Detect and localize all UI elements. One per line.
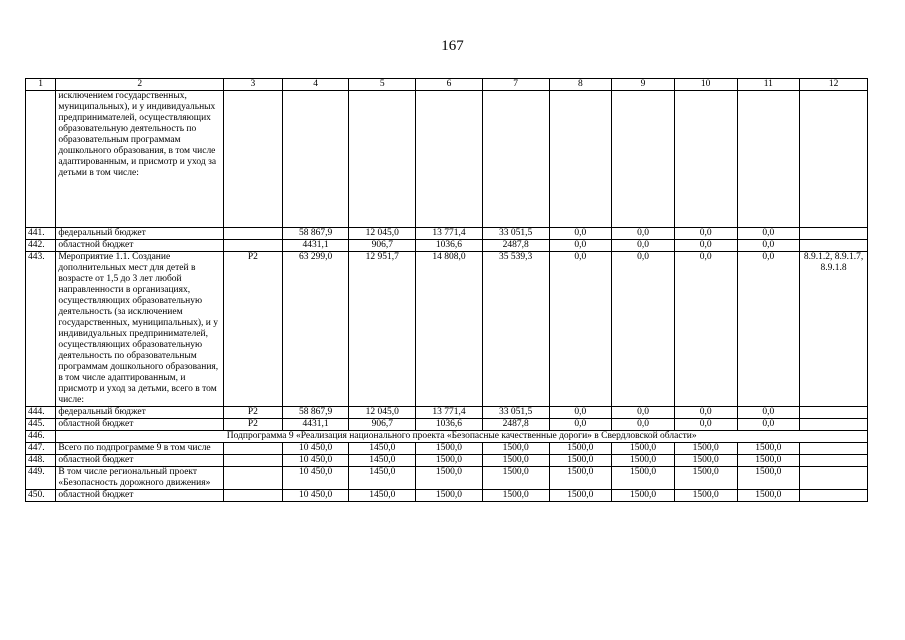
value-cell: 0,0	[674, 252, 737, 407]
row-number: 445.	[26, 419, 56, 431]
value-cell: 0,0	[674, 240, 737, 252]
value-cell: 1500,0	[737, 490, 800, 502]
value-cell: 0,0	[612, 228, 675, 240]
value-cell: 14 808,0	[416, 252, 483, 407]
value-cell: 10 450,0	[282, 490, 349, 502]
column-header: 8	[549, 79, 612, 91]
value-cell: 0,0	[549, 252, 612, 407]
value-cell: 10 450,0	[282, 467, 349, 490]
target-ref-cell	[800, 228, 868, 240]
row-code	[224, 455, 283, 467]
table-row	[26, 407, 868, 419]
continuation-row	[26, 91, 868, 228]
value-cell: 63 299,0	[282, 252, 349, 407]
value-cell: 0,0	[612, 252, 675, 407]
row-number: 447.	[26, 443, 56, 455]
row-number: 448.	[26, 455, 56, 467]
row-number: 442.	[26, 240, 56, 252]
value-cell: 0,0	[612, 240, 675, 252]
value-cell: 0,0	[737, 407, 800, 419]
value-cell: 0,0	[612, 419, 675, 431]
row-name: областной бюджет	[56, 455, 224, 467]
value-cell: 1500,0	[549, 443, 612, 455]
rows-group-b	[26, 443, 868, 502]
value-cell: 0,0	[612, 407, 675, 419]
table-row	[26, 467, 868, 490]
value-cell: 0,0	[549, 228, 612, 240]
row-code: P2	[224, 252, 283, 407]
target-ref-cell	[800, 419, 868, 431]
value-cell: 1500,0	[482, 443, 549, 455]
value-cell: 12 951,7	[349, 252, 416, 407]
row-name: В том числе региональный проект «Безопасность дорожного движения»	[56, 467, 224, 490]
value-cell: 12 045,0	[349, 228, 416, 240]
row-number: 449.	[26, 467, 56, 490]
value-cell: 1500,0	[416, 467, 483, 490]
value-cell: 1500,0	[482, 455, 549, 467]
row-name: Мероприятие 1.1. Создание дополнительных мест для детей в возрасте от 1,5 до 3 лет любой направленности в организациях, осуществляющих образовательную деятельность (за исключением государственных, муниципальных), и у индивидуальных предпринимателей, осуществляющих образовательную деятельность по образовательным программам дошкольного образования, в том числе адаптированным, и присмотр и уход за детьми, всего в том числе:	[56, 252, 224, 407]
value-cell: 1500,0	[549, 490, 612, 502]
value-cell: 2487,8	[482, 240, 549, 252]
rows-group-a	[26, 228, 868, 431]
value-cell: 0,0	[737, 240, 800, 252]
row-number: 443.	[26, 252, 56, 407]
column-header: 4	[282, 79, 349, 91]
row-code	[224, 490, 283, 502]
value-cell: 1500,0	[416, 455, 483, 467]
value-cell: 12 045,0	[349, 407, 416, 419]
value-cell: 906,7	[349, 419, 416, 431]
column-header: 6	[416, 79, 483, 91]
value-cell: 1450,0	[349, 443, 416, 455]
value-cell: 1500,0	[416, 443, 483, 455]
row-name: федеральный бюджет	[56, 407, 224, 419]
value-cell: 1450,0	[349, 455, 416, 467]
target-ref-cell	[800, 443, 868, 455]
value-cell: 1500,0	[416, 490, 483, 502]
value-cell: 1500,0	[482, 467, 549, 490]
value-cell: 13 771,4	[416, 407, 483, 419]
value-cell: 1450,0	[349, 490, 416, 502]
target-ref-cell	[800, 240, 868, 252]
value-cell: 1500,0	[549, 455, 612, 467]
value-cell: 1500,0	[482, 490, 549, 502]
value-cell: 1036,6	[416, 419, 483, 431]
value-cell: 4431,1	[282, 419, 349, 431]
table-row	[26, 252, 868, 407]
value-cell: 0,0	[674, 419, 737, 431]
row-number: 441.	[26, 228, 56, 240]
section-title: Подпрограмма 9 «Реализация национального проекта «Безопасные качественные дороги» в Свердловской области»	[56, 431, 868, 443]
target-ref-cell	[800, 407, 868, 419]
row-code	[224, 240, 283, 252]
table-row	[26, 455, 868, 467]
value-cell: 1500,0	[612, 490, 675, 502]
value-cell: 2487,8	[482, 419, 549, 431]
column-header: 10	[674, 79, 737, 91]
target-ref-cell	[800, 467, 868, 490]
value-cell: 0,0	[549, 407, 612, 419]
value-cell: 1450,0	[349, 467, 416, 490]
value-cell: 1500,0	[674, 443, 737, 455]
section-row	[26, 431, 868, 443]
value-cell: 1500,0	[549, 467, 612, 490]
column-header: 12	[800, 79, 868, 91]
value-cell: 0,0	[674, 228, 737, 240]
value-cell: 58 867,9	[282, 228, 349, 240]
row-number: 446.	[26, 431, 56, 443]
column-header: 7	[482, 79, 549, 91]
value-cell: 1500,0	[737, 455, 800, 467]
column-header: 11	[737, 79, 800, 91]
value-cell: 4431,1	[282, 240, 349, 252]
target-ref-cell	[800, 490, 868, 502]
row-code: P2	[224, 407, 283, 419]
column-header: 9	[612, 79, 675, 91]
column-number-row	[26, 79, 868, 91]
row-code	[224, 467, 283, 490]
budget-table	[25, 78, 868, 502]
row-name: областной бюджет	[56, 419, 224, 431]
page-number: 167	[441, 38, 464, 54]
value-cell: 35 539,3	[482, 252, 549, 407]
value-cell: 10 450,0	[282, 455, 349, 467]
value-cell: 13 771,4	[416, 228, 483, 240]
target-ref-cell: 8.9.1.2, 8.9.1.7, 8.9.1.8	[800, 252, 868, 407]
value-cell: 0,0	[737, 419, 800, 431]
value-cell: 1500,0	[737, 467, 800, 490]
row-code	[224, 443, 283, 455]
row-number: 450.	[26, 490, 56, 502]
value-cell: 1500,0	[674, 490, 737, 502]
row-code: P2	[224, 419, 283, 431]
value-cell: 33 051,5	[482, 228, 549, 240]
value-cell: 1036,6	[416, 240, 483, 252]
column-header: 3	[224, 79, 283, 91]
target-ref-cell	[800, 455, 868, 467]
value-cell: 1500,0	[674, 467, 737, 490]
table-row	[26, 490, 868, 502]
value-cell: 0,0	[674, 407, 737, 419]
value-cell: 58 867,9	[282, 407, 349, 419]
continuation-text: исключением государственных, муниципальных), и у индивидуальных предпринимателей, осуществляющих образовательную деятельность по образовательным программам дошкольного образования, в том числе адаптированным, и присмотр и уход за детьми в том числе:	[56, 91, 224, 228]
value-cell: 0,0	[737, 228, 800, 240]
column-header: 2	[56, 79, 224, 91]
row-name: федеральный бюджет	[56, 228, 224, 240]
row-name: областной бюджет	[56, 240, 224, 252]
table-row	[26, 443, 868, 455]
value-cell: 1500,0	[737, 443, 800, 455]
value-cell: 10 450,0	[282, 443, 349, 455]
row-name: областной бюджет	[56, 490, 224, 502]
row-name: Всего по подпрограмме 9 в том числе	[56, 443, 224, 455]
value-cell: 1500,0	[612, 443, 675, 455]
value-cell: 1500,0	[674, 455, 737, 467]
row-number: 444.	[26, 407, 56, 419]
table-row	[26, 240, 868, 252]
value-cell: 33 051,5	[482, 407, 549, 419]
value-cell: 1500,0	[612, 455, 675, 467]
column-header: 5	[349, 79, 416, 91]
value-cell: 0,0	[549, 240, 612, 252]
row-code	[224, 228, 283, 240]
value-cell: 0,0	[549, 419, 612, 431]
table-row	[26, 419, 868, 431]
column-header: 1	[26, 79, 56, 91]
value-cell: 1500,0	[612, 467, 675, 490]
value-cell: 906,7	[349, 240, 416, 252]
table-row	[26, 228, 868, 240]
value-cell: 0,0	[737, 252, 800, 407]
